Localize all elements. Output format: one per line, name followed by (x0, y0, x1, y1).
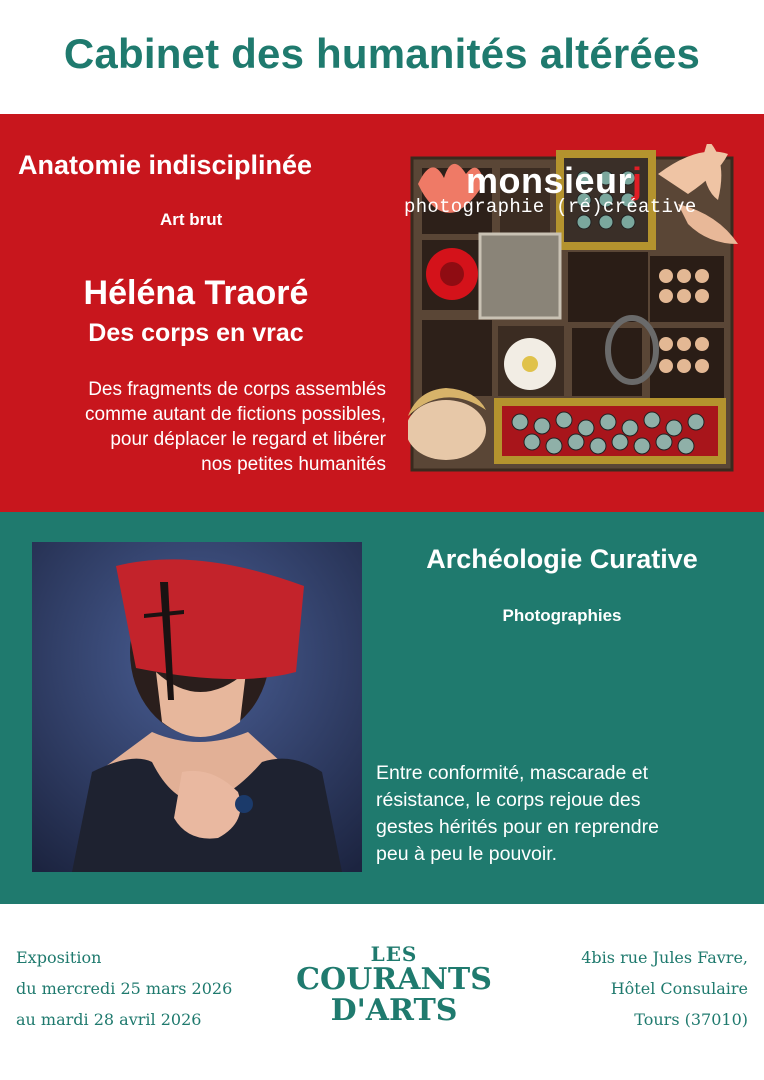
section-heading: Anatomie indisciplinée (18, 150, 313, 180)
description-line: pour déplacer le regard et libérer (110, 429, 386, 450)
artist-name: Héléna Traoré (83, 274, 309, 312)
section-description (376, 760, 659, 868)
footer-line: du mercredi 25 mars 2026 (16, 979, 233, 998)
section-category: Photographies (502, 606, 622, 625)
footer-line: Tours (37010) (634, 1010, 748, 1029)
footer-line: au mardi 28 avril 2026 (16, 1010, 202, 1029)
logo-text: monsieur (466, 160, 633, 201)
portrait-photo-image (32, 542, 362, 872)
logo-tagline: photographie (ré)créative (404, 196, 697, 218)
description-line: résistance, le corps rejoue des (376, 789, 641, 811)
section-description (85, 377, 386, 477)
description-line: Des fragments de corps assemblés (88, 379, 386, 400)
venue-address (581, 942, 748, 1035)
description-line: comme autant de fictions possibles, (85, 404, 386, 425)
description-line: nos petites humanités (201, 454, 386, 475)
footer-line: Hôtel Consulaire (610, 979, 748, 998)
les-courants-darts-logo (292, 944, 496, 1026)
description-line: Entre conformité, mascarade et (376, 762, 649, 784)
section-category: Art brut (160, 210, 223, 229)
footer-line: Exposition (16, 948, 102, 967)
brand-line: D'ARTS (330, 993, 458, 1028)
description-line: peu à peu le pouvoir. (376, 843, 558, 865)
work-title: Des corps en vrac (88, 319, 304, 347)
brand-line: COURANTS (296, 962, 492, 997)
poster-title: Cabinet des humanités altérées (63, 30, 701, 77)
logo-accent: j (632, 160, 643, 201)
description-line: gestes hérités pour en reprendre (376, 816, 659, 838)
exhibition-dates (16, 942, 232, 1035)
section-heading: Archéologie Curative (426, 544, 698, 574)
footer-line: 4bis rue Jules Favre, (581, 948, 748, 967)
brand-line: LES (370, 942, 418, 966)
